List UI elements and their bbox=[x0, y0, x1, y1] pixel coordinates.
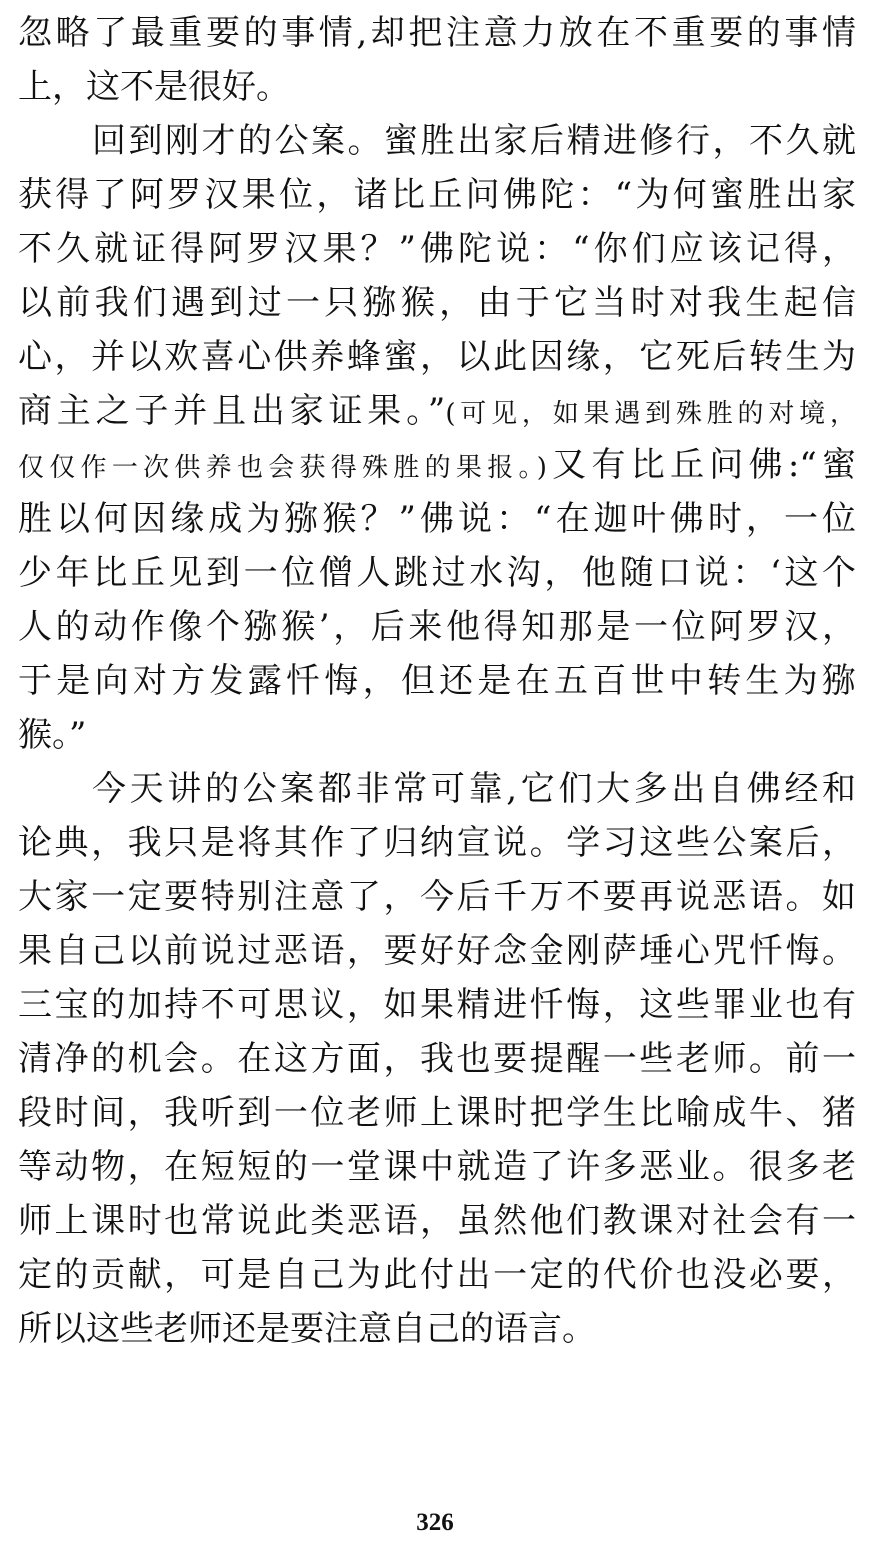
text-segment: 定的贡献，可是自己为此付出一定的代价也没必要， bbox=[18, 1255, 856, 1295]
text-line bbox=[18, 1248, 856, 1302]
text-segment: 今天讲的公案都非常可靠,它们大多出自佛经和 bbox=[92, 769, 856, 809]
text-line bbox=[18, 1140, 856, 1194]
text-segment: 段时间，我听到一位老师上课时把学生比喻成牛、猪 bbox=[18, 1093, 856, 1133]
text-line bbox=[18, 1194, 856, 1248]
text-line bbox=[18, 1302, 856, 1356]
text-segment: 所以这些老师还是要注意自己的语言。 bbox=[18, 1309, 596, 1349]
text-line bbox=[18, 1032, 856, 1086]
text-line bbox=[18, 924, 856, 978]
text-segment: 上，这不是很好。 bbox=[18, 67, 290, 107]
text-line bbox=[18, 654, 856, 708]
text-line bbox=[18, 6, 856, 60]
text-line bbox=[18, 384, 856, 438]
text-line bbox=[18, 60, 856, 114]
text-segment: 果自己以前说过恶语，要好好念金刚萨埵心咒忏悔。 bbox=[18, 931, 856, 971]
text-line bbox=[18, 1086, 856, 1140]
text-segment: 又有比丘问佛:“蜜 bbox=[546, 445, 856, 485]
text-line bbox=[18, 708, 856, 762]
text-segment: 获得了阿罗汉果位，诸比丘问佛陀：“为何蜜胜出家 bbox=[18, 175, 856, 215]
text-segment: 三宝的加持不可思议，如果精进忏悔，这些罪业也有 bbox=[18, 985, 856, 1025]
text-line bbox=[18, 276, 856, 330]
text-segment: 少年比丘见到一位僧人跳过水沟，他随口说：‘这个 bbox=[18, 553, 856, 593]
text-segment: 胜以何因缘成为猕猴？”佛说：“在迦叶佛时，一位 bbox=[18, 499, 856, 539]
text-line bbox=[18, 438, 856, 492]
text-line bbox=[18, 870, 856, 924]
text-segment: 回到刚才的公案。蜜胜出家后精进修行，不久就 bbox=[92, 121, 856, 161]
text-line bbox=[18, 600, 856, 654]
text-segment: 猴。” bbox=[18, 715, 87, 755]
page-number: 326 bbox=[416, 1509, 454, 1536]
text-segment: 心，并以欢喜心供养蜂蜜，以此因缘，它死后转生为 bbox=[18, 337, 856, 377]
text-line bbox=[18, 222, 856, 276]
text-segment: 人的动作像个猕猴’，后来他得知那是一位阿罗汉， bbox=[18, 607, 856, 647]
text-segment: 商主之子并且出家证果。” bbox=[18, 391, 446, 431]
text-line bbox=[18, 492, 856, 546]
text-segment: 清净的机会。在这方面，我也要提醒一些老师。前一 bbox=[18, 1039, 856, 1079]
text-segment: 等动物，在短短的一堂课中就造了许多恶业。很多老 bbox=[18, 1147, 856, 1187]
text-line bbox=[18, 978, 856, 1032]
text-line bbox=[18, 816, 856, 870]
parenthetical-note: 仅仅作一次供养也会获得殊胜的果报。) bbox=[18, 453, 547, 483]
text-segment: 师上课时也常说此类恶语，虽然他们教课对社会有一 bbox=[18, 1201, 856, 1241]
text-line bbox=[18, 546, 856, 600]
body-text bbox=[18, 6, 856, 1356]
text-segment: 论典，我只是将其作了归纳宣说。学习这些公案后， bbox=[18, 823, 856, 863]
text-segment: 大家一定要特别注意了，今后千万不要再说恶语。如 bbox=[18, 877, 856, 917]
parenthetical-note: (可见，如果遇到殊胜的对境， bbox=[445, 399, 856, 429]
paragraph-first-line bbox=[18, 762, 856, 816]
text-line bbox=[18, 168, 856, 222]
paragraph-first-line bbox=[18, 114, 856, 168]
text-segment: 不久就证得阿罗汉果？”佛陀说：“你们应该记得， bbox=[18, 229, 856, 269]
text-segment: 忽略了最重要的事情,却把注意力放在不重要的事情 bbox=[18, 13, 856, 53]
text-segment: 于是向对方发露忏悔，但还是在五百世中转生为猕 bbox=[18, 661, 856, 701]
text-segment: 以前我们遇到过一只猕猴，由于它当时对我生起信 bbox=[18, 283, 856, 323]
text-line bbox=[18, 330, 856, 384]
